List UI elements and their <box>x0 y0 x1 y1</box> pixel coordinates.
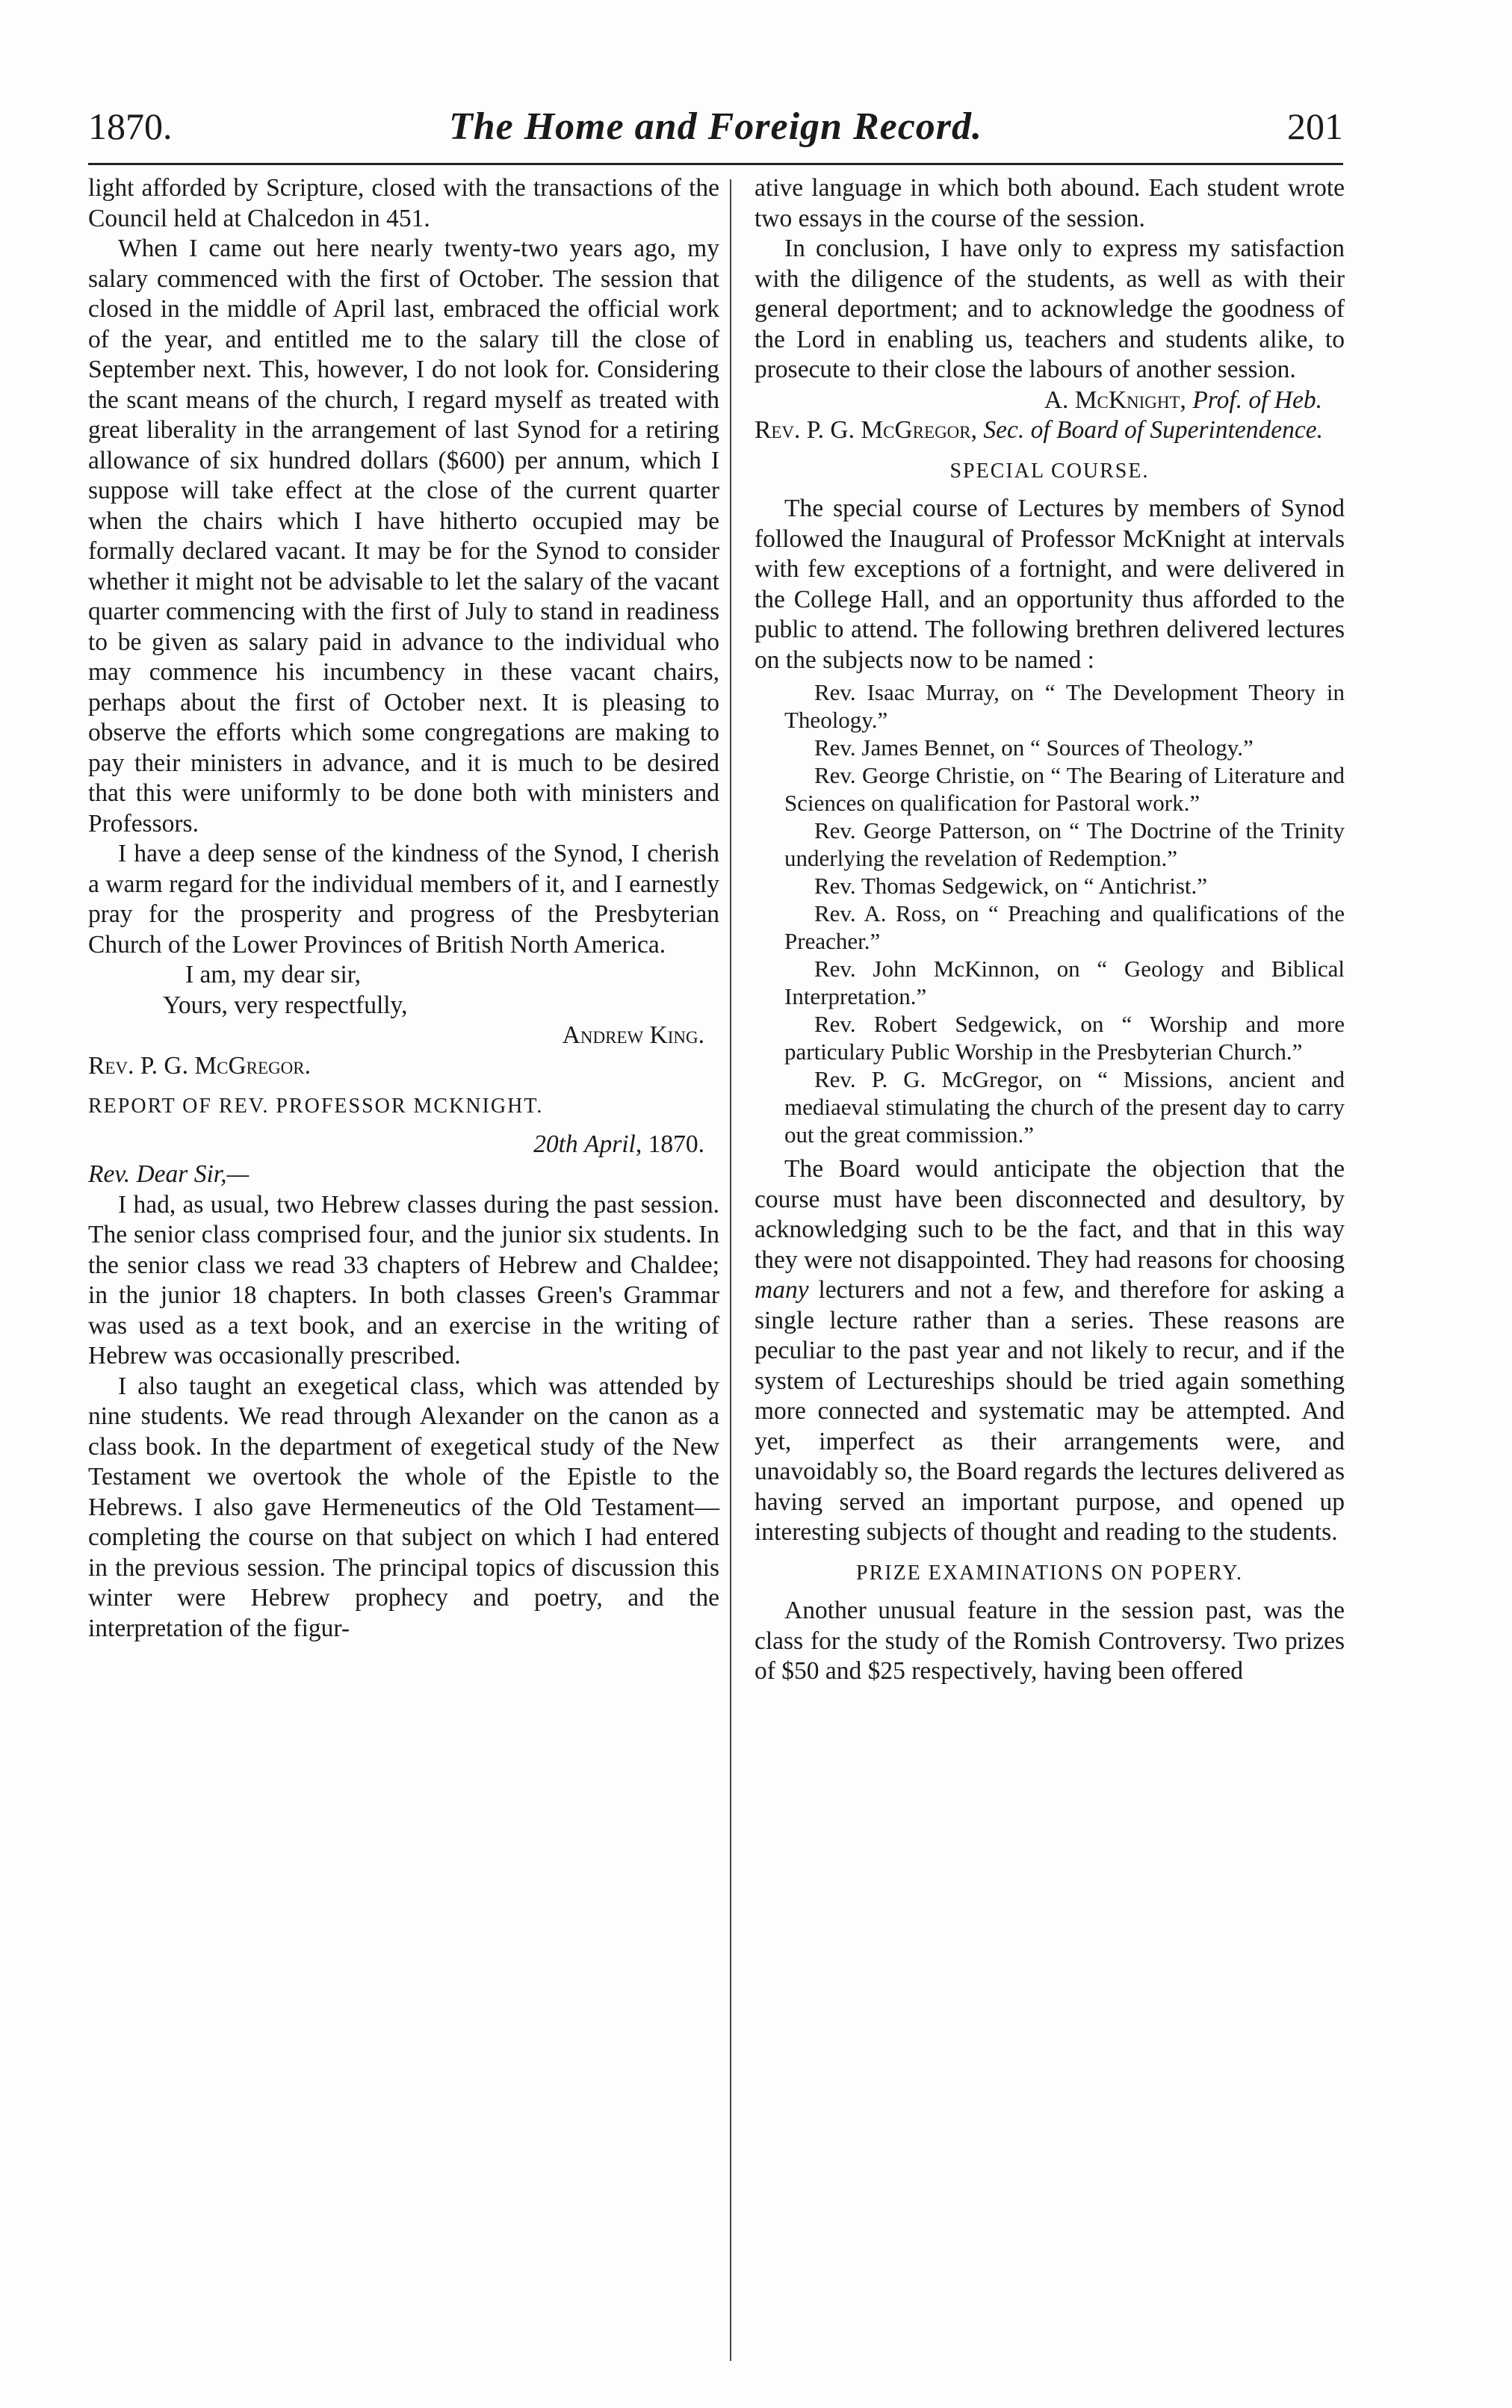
section-heading: REPORT OF REV. PROFESSOR MCKNIGHT. <box>88 1095 544 1118</box>
paragraph-part: The Board would anticipate the objection that the course must have been disconnected and desultory, by acknowledging such to be the fact, and that in this way they were not disappointed. They had reasons for choosing <box>755 1155 1345 1274</box>
board-secretary <box>755 415 1345 446</box>
paragraph: The special course of Lectures by members of Synod followed the Inaugural of Professor McKnight at intervals with few exceptions of a fortnight, and were delivered in the College Hall, and an opportunity thus afforded to the public to attend. The following brethren delivered lectures on the subjects now to be named : <box>755 495 1345 674</box>
board-secretary-name: Rev. P. G. McGregor, <box>755 416 978 444</box>
lecture-item: Rev. John McKinnon, on “ Geology and Biblical Interpretation.” <box>784 956 1345 1009</box>
page-header <box>88 105 1343 157</box>
paragraph: light afforded by Scripture, closed with the transactions of the Council held at Chalcedon in 451. <box>88 174 719 232</box>
lecture-item: Rev. P. G. McGregor, on “ Missions, ancient and mediaeval stimulating the church of the present day to carry out the great commission.” <box>784 1066 1345 1148</box>
left-column <box>88 173 719 1644</box>
paragraph: I have a deep sense of the kindness of the Synod, I cherish a warm regard for the individual members of it, and I earnestly pray for the prosperity and progress of the Presbyterian Church of the Lower Provinces of British North America. <box>88 840 719 959</box>
paragraph: In conclusion, I have only to express my satisfaction with the diligence of the students, as well as with their general deportment; and to acknowledge the goodness of the Lord in enabling us, teachers and students alike, to prosecute to their close the labours of another session. <box>755 235 1345 383</box>
header-rule <box>88 163 1343 165</box>
lecture-item: Rev. Thomas Sedgewick, on “ Antichrist.” <box>814 873 1208 899</box>
paragraph: I had, as usual, two Hebrew classes during the past session. The senior class comprised four, and the junior six students. In the senior class we read 33 chapters of Hebrew and Chaldee; in the junior 18 chapters. In both classes Green's Grammar was used as a text book, and an exercise in the writing of Hebrew was occasionally prescribed. <box>88 1190 719 1369</box>
report-date <box>88 1130 719 1160</box>
signature: Andrew King. <box>562 1021 704 1049</box>
lecture-item: Rev. A. Ross, on “ Preaching and qualifications of the Preacher.” <box>784 900 1345 954</box>
board-secretary-title: Sec. of Board of Superintendence. <box>983 416 1323 444</box>
section-heading: PRIZE EXAMINATIONS ON POPERY. <box>856 1561 1243 1585</box>
closing-line: I am, my dear sir, <box>185 961 361 988</box>
journal-title: The Home and Foreign Record. <box>448 105 983 148</box>
signature-name: A. McKnight, <box>1044 386 1186 414</box>
paragraph <box>755 1154 1345 1548</box>
column-divider <box>730 179 731 2361</box>
closing-line: Yours, very respectfully, <box>163 991 408 1019</box>
paragraph-part: lecturers and not a few, and therefore for asking a single lecture rather than a series. These reasons are peculiar to the past year and not likely to recur, and if the system of Lectureships should be tried again something more connected and systematic may be attempted. And yet, imperfect as their arrangements were, and unavoidably so, the Board regards the lectures delivered as having served an important purpose, and opened up interesting subjects of thought and reading to the students. <box>755 1276 1345 1546</box>
lecture-item: Rev. Robert Sedgewick, on “ Worship and more particulary Public Worship in the Presbyterian Church.” <box>784 1011 1345 1065</box>
addressee: Rev. P. G. McGregor. <box>88 1051 312 1080</box>
signature-title: Prof. of Heb. <box>1192 386 1322 414</box>
section-heading: SPECIAL COURSE. <box>949 459 1150 483</box>
paragraph: When I came out here nearly twenty-two years ago, my salary commenced with the first of October. The session that closed in the middle of April last, embraced the official work of the year, and entitled me to the salary till the close of September next. This, however, I do not look for. Considering the scant means of the church, I regard myself as treated with great liberality in the arrangement of last Synod for a retiring allowance of six hundred dollars ($600) per annum, which I suppose will take effect at the close of the current quarter when the chairs which I have hitherto occupied may be formally declared vacant. It may be for the Synod to consider whether it might not be advisable to let the salary of the vacant quarter commencing with the first of July to stand in readiness to be given as salary paid in advance to the individual who may commence his incumbency in these vacant chairs, perhaps about the first of October next. It is pleasing to observe the efforts which some congregations are making to pay their ministers in advance, and it is much to be desired that this were uniformly to be done both with ministers and Professors. <box>88 235 719 838</box>
report-date-month: April <box>584 1130 636 1158</box>
lecture-item: Rev. Isaac Murray, on “ The Development Theory in Theology.” <box>784 679 1345 733</box>
right-column <box>755 173 1345 1687</box>
paragraph: ative language in which both abound. Each student wrote two essays in the course of the session. <box>755 174 1345 232</box>
lecture-item: Rev. George Patterson, on “ The Doctrine of the Trinity underlying the revelation of Redemption.” <box>784 817 1345 871</box>
salutation: Rev. Dear Sir,— <box>88 1160 250 1188</box>
paragraph: Another unusual feature in the session past, was the class for the study of the Romish Controversy. Two prizes of $50 and $25 respectively, having been offered <box>755 1597 1345 1685</box>
signature <box>755 386 1345 416</box>
report-date-day: 20th <box>533 1130 578 1158</box>
lecture-list <box>755 678 1345 1148</box>
report-date-year: , 1870. <box>635 1130 704 1158</box>
page-number: 201 <box>1287 105 1343 147</box>
emphasis: many <box>755 1276 809 1304</box>
paragraph: I also taught an exegetical class, which was attended by nine students. We read through Alexander on the canon as a class book. In the department of exegetical study of the New Testament we overtook the whole of the Epistle to the Hebrews. I also gave Hermeneutics of the Old Testament—completing the course on that subject on which I had entered in the previous session. The principal topics of discussion this winter were Hebrew prophecy and poetry, and the interpretation of the figur- <box>88 1372 719 1642</box>
header-year: 1870. <box>88 105 173 147</box>
lecture-item: Rev. George Christie, on “ The Bearing of Literature and Sciences on qualification for Pastoral work.” <box>784 762 1345 816</box>
lecture-item: Rev. James Bennet, on “ Sources of Theology.” <box>814 734 1254 761</box>
